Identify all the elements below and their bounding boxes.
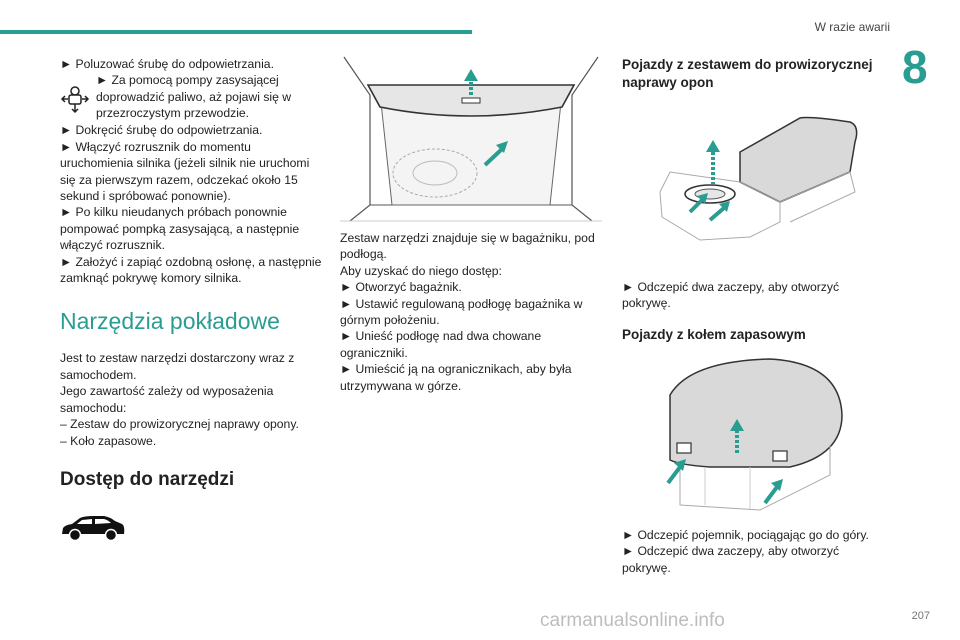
access-intro: Aby uzyskać do niego dostęp: xyxy=(340,263,502,278)
heading-repair-kit-vehicles: Pojazdy z zestawem do prowizorycznej naprawy opon xyxy=(622,57,873,90)
tools-paragraph-2: Jego zawartość zależy od wyposażenia samochodu: xyxy=(60,384,274,415)
bullet-place-floor: ► Umieścić ją na ogranicznikach, aby była utrzymywana w górze. xyxy=(340,362,572,393)
heading-onboard-tools: Narzędzia pokładowe xyxy=(60,308,280,335)
page-number: 207 xyxy=(911,610,930,622)
section-title: W razie awarii xyxy=(814,20,890,34)
bullet-starter: ► Włączyć rozrusznik do momentu uruchomienia silnika (jeżeli silnik nie uruchomi się za pierwszym razem, odczekać około 15 sekund i spróbować ponownie). xyxy=(60,139,310,204)
bullet-close-bonnet: ► Założyć i zapiąć ozdobną osłonę, a następnie zamknąć pokrywę komory silnika. xyxy=(60,254,322,286)
column-3 xyxy=(622,56,884,92)
bullet-open-boot: ► Otworzyć bagażnik. xyxy=(340,280,462,295)
bullet-pump: ► Za pomocą pompy zasysającej doprowadzić paliwo, aż pojawi się w przezroczystym przewodzie. xyxy=(96,73,292,121)
bullet-unhook-kit-cover: ► Odczepić dwa zaczepy, aby otworzyć pokrywę. xyxy=(622,280,840,311)
column-3-spare-text xyxy=(622,527,884,576)
column-1 xyxy=(60,56,326,547)
tools-list-item-spare: – Koło zapasowe. xyxy=(60,433,157,448)
chapter-number: 8 xyxy=(902,41,928,93)
bullet-retry-pump: ► Po kilku nieudanych próbach ponownie pompować pompką zasysającą, a następnie włączyć rozrusznik. xyxy=(60,205,300,253)
figure-spare-wheel-cover xyxy=(650,355,850,515)
tools-list-item-kit: – Zestaw do prowizorycznej naprawy opony. xyxy=(60,417,299,432)
bullet-tighten-screw: ► Dokręcić śrubę do odpowietrzania. xyxy=(60,123,263,138)
bullet-detach-container: ► Odczepić pojemnik, pociągając go do góry. xyxy=(622,528,869,542)
heading-spare-wheel-vehicles: Pojazdy z kołem zapasowym xyxy=(622,326,806,342)
bullet-lift-floor: ► Unieść podłogę nad dwa chowane ograniczniki. xyxy=(340,329,542,360)
fuel-pump-icon xyxy=(60,84,90,114)
bullet-loosen-screw: ► Poluzować śrubę do odpowietrzania. xyxy=(60,57,274,71)
column-2 xyxy=(340,230,602,394)
column-3-kit-text xyxy=(622,279,884,344)
figure-open-boot xyxy=(340,55,602,223)
tools-paragraph-1: Jest to zestaw narzędzi dostarczony wraz z samochodem. xyxy=(60,351,295,382)
watermark: carmanualsonline.info xyxy=(540,610,725,631)
heading-access-tools: Dostęp do narzędzi xyxy=(60,468,235,490)
figure-repair-kit-cover xyxy=(650,112,865,252)
bullet-unhook-spare-cover: ► Odczepić dwa zaczepy, aby otworzyć pokrywę. xyxy=(622,544,840,575)
header-accent-bar xyxy=(0,30,472,34)
pump-block xyxy=(60,72,326,122)
suv-car-icon xyxy=(60,513,126,543)
kit-location: Zestaw narzędzi znajduje się w bagażniku, pod podłogą. xyxy=(340,231,595,262)
bullet-adjust-floor: ► Ustawić regulowaną podłogę bagażnika w górnym położeniu. xyxy=(340,296,583,328)
